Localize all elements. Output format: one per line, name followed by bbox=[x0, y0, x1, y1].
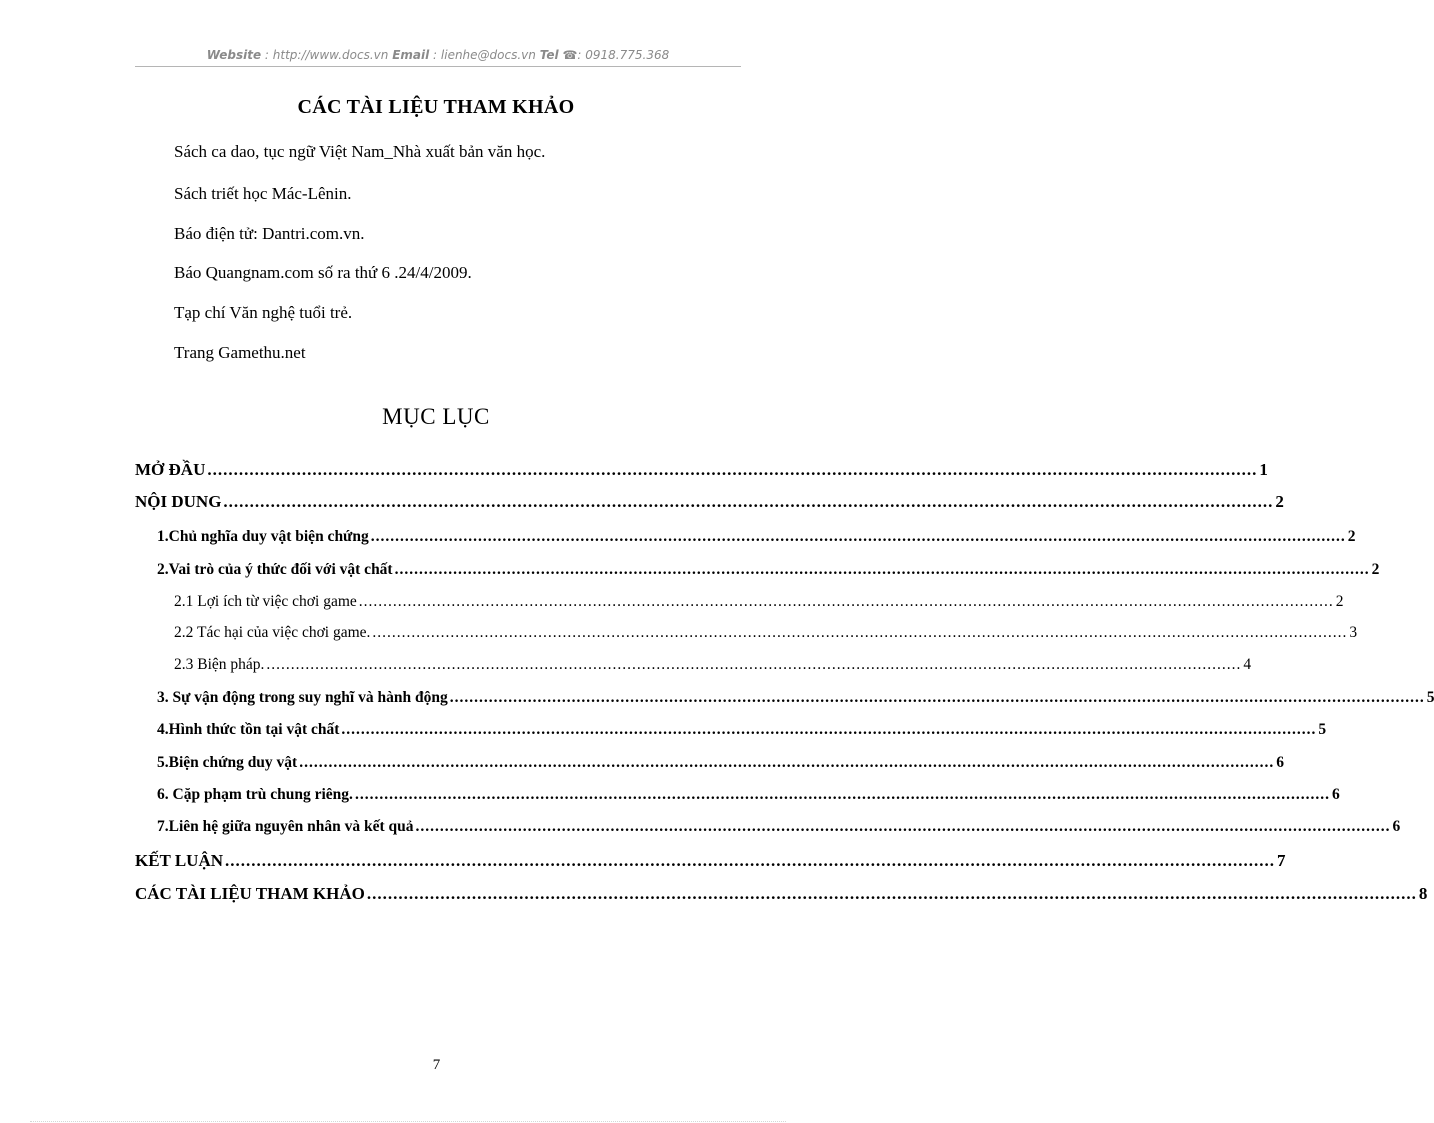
toc-entry-title: 2.Vai trò của ý thức đối với vật chất bbox=[157, 561, 393, 578]
toc-leader-dots: ........................................................................................................................................................................................................ bbox=[366, 884, 1417, 903]
toc-leader-dots: ........................................................................................................................................................................................................ bbox=[370, 528, 1346, 545]
toc-entry-title: 2.3 Biện pháp. bbox=[174, 656, 265, 673]
toc-entry-title: 6. Cặp phạm trù chung riêng. bbox=[157, 786, 353, 803]
references-title: CÁC TÀI LIỆU THAM KHẢO bbox=[297, 96, 575, 118]
toc-entry[interactable] bbox=[157, 528, 1356, 546]
toc-entry[interactable] bbox=[157, 818, 1401, 836]
toc-entry-title: 7.Liên hệ giữa nguyên nhân và kết quả bbox=[157, 818, 414, 835]
toc-entry[interactable] bbox=[174, 656, 1252, 674]
toc-title: MỤC LỤC bbox=[382, 404, 490, 429]
tel-value: : 0918.775.368 bbox=[577, 48, 670, 62]
header-divider bbox=[135, 66, 741, 67]
toc-entry-page: 5 bbox=[1318, 721, 1327, 738]
toc-entry-page: 5 bbox=[1426, 689, 1434, 706]
toc-entry-page: 7 bbox=[1277, 851, 1286, 870]
toc-entry-page: 1 bbox=[1259, 460, 1268, 479]
toc-entry[interactable] bbox=[135, 884, 1428, 904]
toc-entry[interactable] bbox=[157, 561, 1380, 579]
toc-entry[interactable] bbox=[157, 721, 1327, 739]
toc-entry-page: 2 bbox=[1371, 561, 1380, 578]
email-value: : lienhe@docs.vn bbox=[433, 48, 536, 62]
toc-entry-page: 6 bbox=[1276, 754, 1284, 771]
toc-leader-dots: ........................................................................................................................................................................................................ bbox=[415, 818, 1391, 835]
toc-entry-title: CÁC TÀI LIỆU THAM KHẢO bbox=[135, 884, 365, 903]
page-bottom-divider bbox=[30, 1121, 786, 1122]
toc-leader-dots: ........................................................................................................................................................................................................ bbox=[225, 851, 1276, 870]
toc-entry-title: 2.2 Tác hại của việc chơi game. bbox=[174, 624, 371, 641]
reference-item: Báo điện tử: Dantri.com.vn. bbox=[174, 224, 365, 243]
toc-entry-title: KẾT LUẬN bbox=[135, 851, 224, 870]
toc-entry-page: 2 bbox=[1335, 593, 1344, 610]
toc-entry-page: 4 bbox=[1243, 656, 1252, 673]
toc-entry[interactable] bbox=[174, 624, 1358, 642]
tel-label: Tel bbox=[539, 48, 559, 62]
toc-leader-dots: ........................................................................................................................................................................................................ bbox=[358, 593, 1334, 610]
toc-entry[interactable] bbox=[135, 460, 1268, 480]
toc-entry[interactable] bbox=[157, 689, 1434, 707]
page-header bbox=[135, 48, 741, 62]
reference-item: Sách triết học Mác-Lênin. bbox=[174, 184, 352, 203]
reference-item: Tạp chí Văn nghệ tuổi trẻ. bbox=[174, 303, 353, 322]
email-label: Email bbox=[392, 48, 430, 62]
toc-entry-title: NỘI DUNG bbox=[135, 492, 222, 511]
toc-entry-page: 6 bbox=[1392, 818, 1401, 835]
toc-leader-dots: ........................................................................................................................................................................................................ bbox=[299, 754, 1275, 771]
toc-entry-page: 8 bbox=[1418, 884, 1428, 903]
toc-entry-title: MỞ ĐẦU bbox=[135, 460, 206, 479]
toc-leader-dots: ........................................................................................................................................................................................................ bbox=[394, 561, 1370, 578]
toc-entry-title: 3. Sự vận động trong suy nghĩ và hành động bbox=[157, 689, 448, 706]
toc-entry[interactable] bbox=[135, 851, 1286, 871]
toc-entry-title: 1.Chủ nghĩa duy vật biện chứng bbox=[157, 528, 369, 545]
toc-entry-title: 2.1 Lợi ích từ việc chơi game bbox=[174, 593, 357, 610]
toc-entry-page: 6 bbox=[1331, 786, 1340, 803]
toc-entry[interactable] bbox=[157, 786, 1340, 804]
toc-leader-dots: ........................................................................................................................................................................................................ bbox=[223, 492, 1274, 511]
toc-entry-title: 4.Hình thức tồn tại vật chất bbox=[157, 721, 340, 738]
toc-leader-dots: ........................................................................................................................................................................................................ bbox=[354, 786, 1330, 803]
reference-item: Báo Quangnam.com số ra thứ 6 .24/4/2009. bbox=[174, 263, 472, 282]
toc-entry-page: 2 bbox=[1275, 492, 1284, 511]
toc-leader-dots: ........................................................................................................................................................................................................ bbox=[341, 721, 1317, 738]
toc-entry[interactable] bbox=[157, 754, 1284, 772]
toc-leader-dots: ........................................................................................................................................................................................................ bbox=[449, 689, 1425, 706]
toc-leader-dots: ........................................................................................................................................................................................................ bbox=[207, 460, 1258, 479]
toc-entry[interactable] bbox=[135, 492, 1284, 512]
phone-icon: ☎ bbox=[562, 48, 578, 62]
reference-item: Sách ca dao, tục ngữ Việt Nam_Nhà xuất bản văn học. bbox=[174, 142, 546, 161]
toc-entry[interactable] bbox=[174, 593, 1344, 611]
reference-item: Trang Gamethu.net bbox=[174, 343, 306, 362]
website-value: : http://www.docs.vn bbox=[264, 48, 389, 62]
toc-entry-title: 5.Biện chứng duy vật bbox=[157, 754, 298, 771]
website-label: Website bbox=[206, 48, 262, 62]
toc-entry-page: 3 bbox=[1349, 624, 1358, 641]
toc-leader-dots: ........................................................................................................................................................................................................ bbox=[372, 624, 1348, 641]
page-number: 7 bbox=[432, 1057, 441, 1073]
toc-leader-dots: ........................................................................................................................................................................................................ bbox=[266, 656, 1242, 673]
toc-entry-page: 2 bbox=[1347, 528, 1356, 545]
